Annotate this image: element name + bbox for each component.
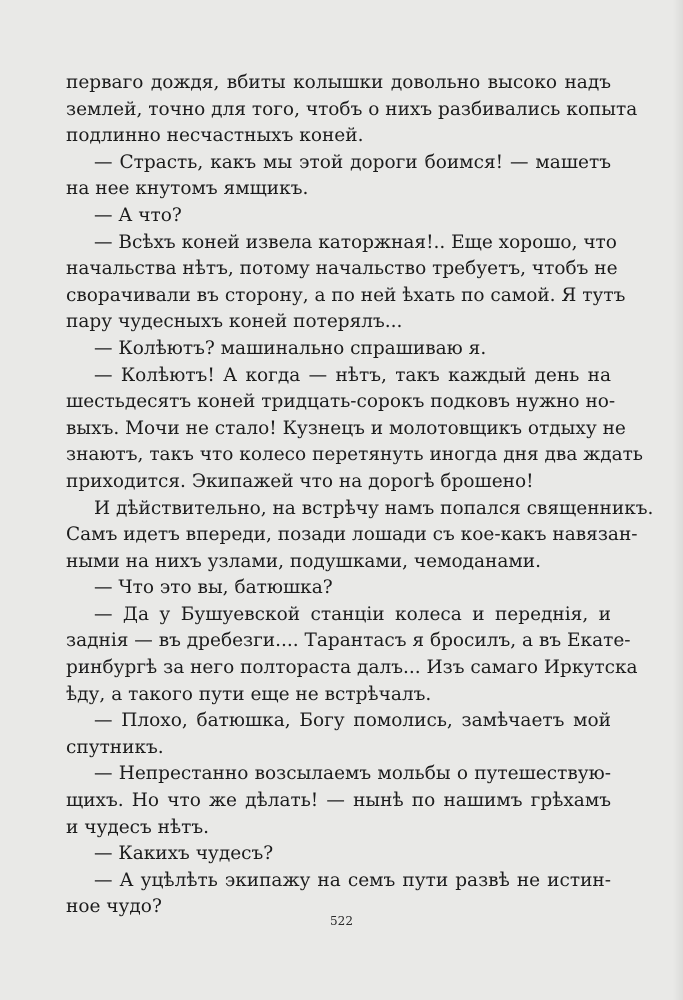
text-line: выхъ. Мочи не стало! Кузнецъ и молотовщикъ отдыху не [66, 417, 626, 439]
text-line: сворачивали въ сторону, а по ней ѣхать по самой. Я тутъ [66, 284, 626, 306]
text-line: шестьдесятъ коней тридцать-сорокъ подковъ нужно но- [66, 391, 616, 413]
text-line: и чудесъ нѣтъ. [66, 816, 210, 838]
text-line: — Какихъ чудесъ? [94, 843, 274, 865]
text-line: — Непрестанно возсылаемъ мольбы о путешествую- [94, 763, 611, 785]
text-line: — Колѣютъ! А когда — нѣтъ, такъ каждый день на [94, 364, 611, 386]
text-line: ринбургѣ за него полтораста далъ... Изъ самаго Иркутска [66, 657, 638, 679]
text-line: ное чудо? [66, 896, 162, 918]
text-line: щихъ. Но что же дѣлать! — нынѣ по нашимъ грѣхамъ [66, 790, 611, 812]
text-line: — Страсть, какъ мы этой дороги боимся! — машетъ [94, 151, 611, 173]
text-line: начальства нѣтъ, потому начальство требуетъ, чтобъ не [66, 258, 618, 280]
text-line: на нее кнутомъ ямщикъ. [66, 178, 309, 200]
text-line: — Всѣхъ коней извела каторжная!.. Еще хорошо, что [94, 231, 617, 253]
page-number: 522 [330, 914, 353, 928]
text-line: заднія — въ дребезги.... Тарантасъ я бросилъ, а въ Екате- [66, 630, 631, 652]
text-line: — А уцѣлѣть экипажу на семъ пути развѣ не истин- [94, 869, 611, 891]
text-line: подлинно несчастныхъ коней. [66, 125, 364, 147]
page-text [66, 70, 654, 921]
text-line: — Да у Бушуевской станціи колеса и переднія, и [94, 603, 611, 625]
text-line: спутникъ. [66, 736, 164, 758]
text-line: И дѣйствительно, на встрѣчу намъ попался священникъ. [94, 497, 654, 519]
text-line: — А что? [94, 204, 182, 226]
text-line: перваго дождя, вбиты колышки довольно высоко надъ [66, 72, 611, 93]
text-line: ѣду, а такого пути еще не встрѣчалъ. [66, 683, 432, 705]
text-line: — Колѣютъ? машинально спрашиваю я. [94, 337, 487, 359]
text-line: — Что это вы, батюшка? [94, 577, 333, 599]
text-line: Самъ идетъ впереди, позади лошади съ кое-какъ навязан- [66, 524, 638, 546]
text-line: приходится. Экипажей что на дорогѣ брошено! [66, 470, 534, 492]
text-line: пару чудесныхъ коней потерялъ... [66, 311, 403, 333]
text-line: ными на нихъ узлами, подушками, чемоданами. [66, 550, 541, 572]
text-line: землей, точно для того, чтобъ о нихъ разбивались копыта [66, 98, 638, 120]
text-line: — Плохо, батюшка, Богу помолись, замѣчаетъ мой [94, 710, 611, 732]
text-line: знаютъ, такъ что колесо перетянуть иногда дня два ждать [66, 444, 643, 466]
